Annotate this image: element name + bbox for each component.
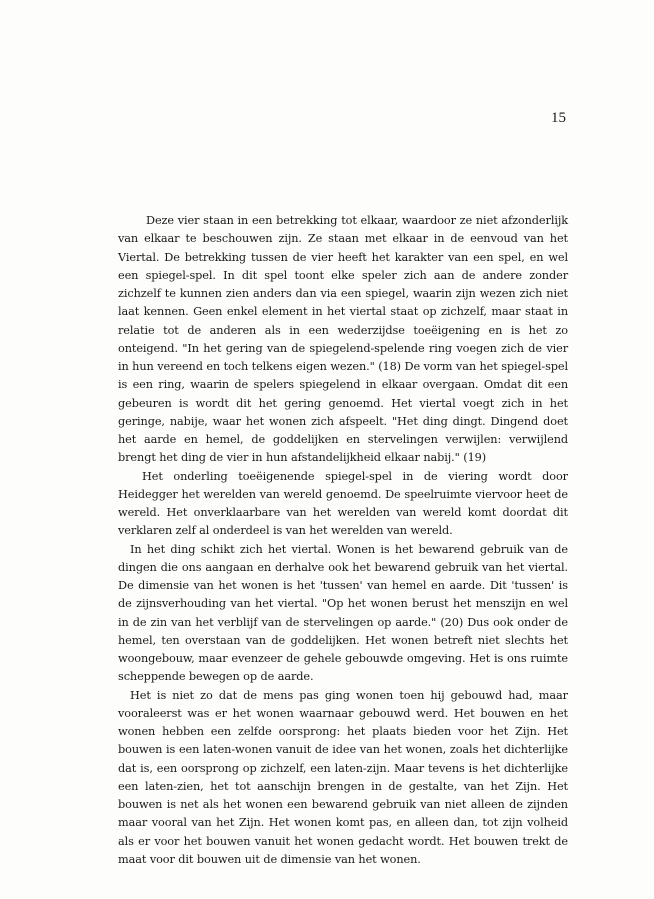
page-number: 15 bbox=[551, 110, 566, 126]
body-text bbox=[118, 212, 568, 869]
paragraph-werelden-van-wereld: Het onderling toeëigenende spiegel-spel in de viering wordt door Heidegger het werelden van wereld genoemd. De speelruimte viervoor heet de wereld. Het onverklaarbare van het werelden van wereld komt doordat dit verklaren zelf al onderdeel is van het werelden van wereld. bbox=[118, 469, 568, 538]
paragraph-viertal-spiegel-spel: Deze vier staan in een betrekking tot elkaar, waardoor ze niet afzonderlijk van elkaar te beschouwen zijn. Ze staan met elkaar in de eenvoud van het Viertal. De betrekking tussen de vier heeft het karakter van een spel, en wel een spiegel-spel. In dit spel toont elke speler zich aan de andere zonder zichzelf te kunnen zien anders dan via een spiegel, waarin zijn wezen zich niet laat kennen. Geen enkel element in het viertal staat op zichzelf, maar staat in relatie tot de anderen als in een wederzijdse toeëigening en is het zo onteigend. "In het gering van de spiegelend-spelende ring voegen zich de vier in hun vereend en toch telkens eigen wezen." (18) De vorm van het spiegel-spel is een ring, waarin de spelers spiegelend in elkaar overgaan. Omdat dit een gebeuren is wordt dit het gering genoemd. Het viertal voegt zich in het geringe, nabije, waar het wonen zich afspeelt. "Het ding dingt. Dingend doet het aarde en hemel, de goddelijken en stervelingen verwijlen: verwijlend brengt het ding de vier in hun afstandelijkheid elkaar nabij." (19) bbox=[118, 214, 568, 465]
paragraph-ding-en-wonen: In het ding schikt zich het viertal. Wonen is het bewarend gebruik van de dingen die ons aangaan en derhalve ook het bewarend gebruik van het viertal. De dimensie van het wonen is het 'tussen' van hemel en aarde. Dit 'tussen' is de zijnsverhouding van het viertal. "Op het wonen berust het menszijn en wel in de zin van het verblijf van de stervelingen op aarde." (20) Dus ook onder de hemel, ten overstaan van de goddelijken. Het wonen betreft niet slechts het woongebouw, maar evenzeer de gehele gebouwde omgeving. Het is ons ruimte scheppende bewegen op de aarde. bbox=[118, 542, 568, 684]
paragraph-bouwen-en-wonen: Het is niet zo dat de mens pas ging wonen toen hij gebouwd had, maar vooraleerst was er het wonen waarnaar gebouwd werd. Het bouwen en het wonen hebben een zelfde oorsprong: het plaats bieden voor het Zijn. Het bouwen is een laten-wonen vanuit de idee van het wonen, zoals het dichterlijke dat is, een oorsprong op zichzelf, een laten-zijn. Maar tevens is het dichterlijke een laten-zien, het tot aanschijn brengen in de gestalte, van het Zijn. Het bouwen is net als het wonen een bewarend gebruik van niet alleen de zijnden maar vooral van het Zijn. Het wonen komt pas, en alleen dan, tot zijn volheid als er voor het bouwen vanuit het wonen gedacht wordt. Het bouwen trekt de maat voor dit bouwen uit de dimensie van het wonen. bbox=[118, 688, 568, 866]
